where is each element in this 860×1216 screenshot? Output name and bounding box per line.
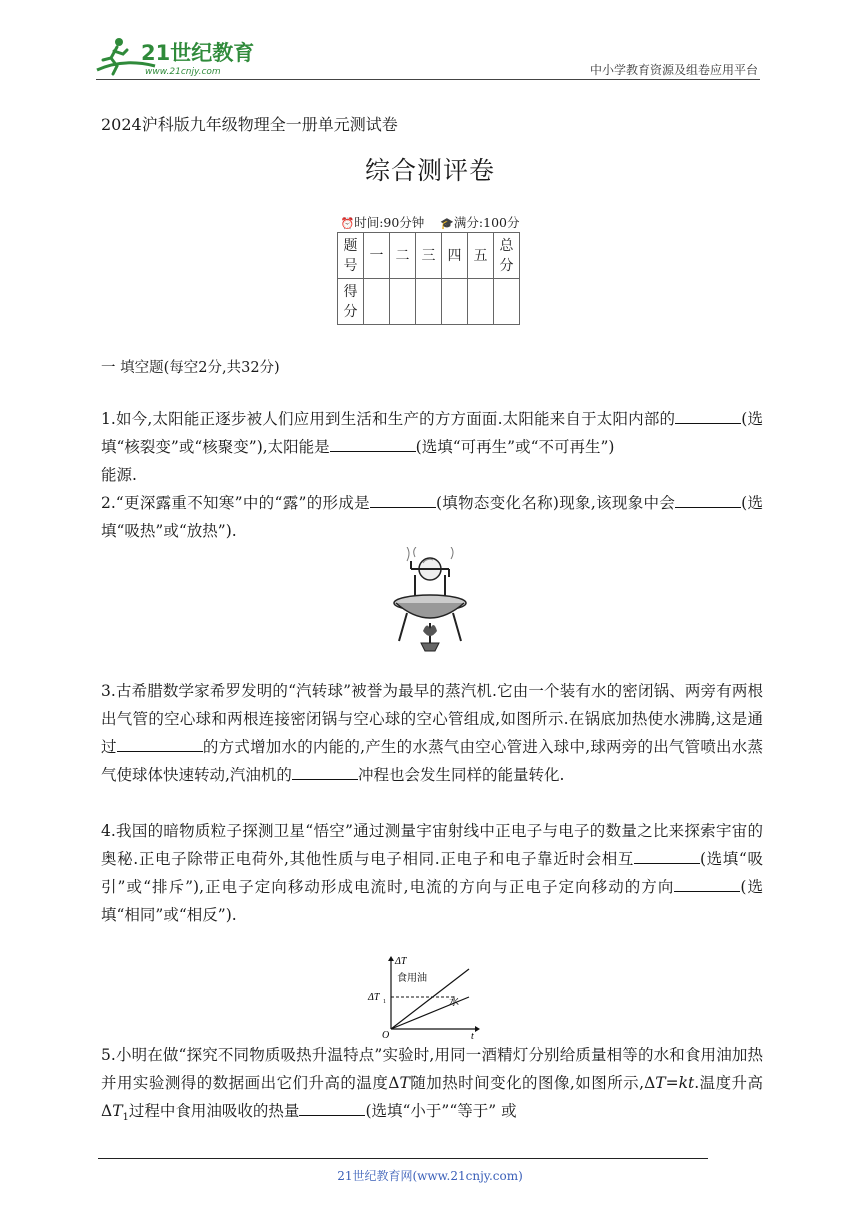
answer-blank[interactable] bbox=[675, 406, 741, 424]
answer-blank[interactable] bbox=[674, 874, 740, 892]
exam-meta bbox=[0, 213, 860, 231]
score-col-5: 五 bbox=[468, 233, 494, 279]
page-title: 综合测评卷 bbox=[364, 156, 495, 185]
score-col-3: 三 bbox=[416, 233, 442, 279]
q3-text-b: 的方式增加水的内能的,产生的水蒸气由空心管进入球中,球两旁的出气管喷出水蒸气使球体快速转动,汽油机的 bbox=[101, 738, 763, 784]
answer-blank[interactable] bbox=[370, 490, 436, 508]
q4-text-a: 4.我国的暗物质粒子探测卫星“悟空”通过测量宇宙射线中正电子与电子的数量之比来探索宇宙的奥秘.正电子除带正电荷外,其他性质与电子相同.正电子和电子靠近时会相互 bbox=[101, 822, 763, 868]
score-table-row-label: 得分 bbox=[338, 279, 364, 325]
full-score: 满分:100分 bbox=[453, 215, 520, 230]
brand-logo bbox=[93, 36, 263, 78]
x-axis-label: t bbox=[471, 1031, 474, 1039]
score-col-2: 二 bbox=[390, 233, 416, 279]
answer-blank[interactable] bbox=[117, 734, 203, 752]
q5-formula: T=kt bbox=[655, 1074, 695, 1092]
q1-text-a: 1.如今,太阳能正逐步被人们应用到生活和生产的方方面面.太阳能来自于太阳内部的 bbox=[101, 410, 676, 428]
q2-text-c: (选填“吸热”或“放热”). bbox=[101, 494, 763, 540]
score-cell-4[interactable] bbox=[442, 279, 468, 325]
level-sub: 1 bbox=[383, 999, 386, 1005]
header-divider bbox=[96, 79, 760, 80]
answer-blank[interactable] bbox=[299, 1098, 365, 1116]
score-cell-2[interactable] bbox=[390, 279, 416, 325]
q5-text-d: .温度升高Δ bbox=[101, 1074, 763, 1120]
answer-blank[interactable] bbox=[675, 490, 741, 508]
water-label: 水 bbox=[449, 997, 459, 1008]
question-1 bbox=[101, 405, 763, 489]
score-table-score-row bbox=[338, 279, 520, 325]
score-cell-3[interactable] bbox=[416, 279, 442, 325]
oil-label: 食用油 bbox=[397, 973, 427, 984]
graduation-cap-icon: 🎓 bbox=[440, 217, 454, 230]
q1-text-c: (选填“可再生”或“不可再生”) bbox=[415, 438, 615, 456]
q5-text-f: 过程中食用油吸收的热量 bbox=[128, 1102, 300, 1120]
score-cell-1[interactable] bbox=[364, 279, 390, 325]
score-table bbox=[337, 232, 520, 325]
time-limit: 时间:90分钟 bbox=[354, 215, 425, 230]
q1-text-b: (选填“核裂变”或“核聚变”),太阳能是 bbox=[101, 410, 763, 456]
q3-text-a: 3.古希腊数学家希罗发明的“汽转球”被誉为最早的蒸汽机.它由一个装有水的密闭锅、两旁有两根出气管的空心球和两根连接密闭锅与空心球的空心管组成,如图所示.在锅底加热使水沸腾,这是通过 bbox=[101, 682, 763, 756]
answer-blank[interactable] bbox=[634, 846, 700, 864]
q5-text-a: 5.小明在做“探究不同物质吸热升温特点”实验时,用同一酒精灯分别给质量相等的水和食用油加热并用实验测得的数据画出它们升高的温度Δ bbox=[101, 1046, 763, 1092]
q1-text-d: 能源. bbox=[101, 466, 137, 484]
q5-text-b: 随加热时间变化的图像,如图所示,Δ bbox=[409, 1074, 656, 1092]
logo-text: 21世纪教育 bbox=[141, 41, 255, 65]
answer-blank[interactable] bbox=[330, 434, 416, 452]
question-2 bbox=[101, 489, 763, 545]
answer-blank[interactable] bbox=[292, 762, 358, 780]
footer-divider bbox=[98, 1158, 708, 1159]
q4-text-b: (选填“吸引”或“排斥”),正电子定向移动形成电流时,电流的方向与正电子定向移动的方向 bbox=[101, 850, 763, 896]
score-cell-5[interactable] bbox=[468, 279, 494, 325]
q3-text-c: 冲程也会发生同样的能量转化. bbox=[357, 766, 565, 784]
section-heading: 一 填空题(每空2分,共32分) bbox=[101, 360, 280, 376]
origin-label: O bbox=[382, 1030, 390, 1039]
score-col-4: 四 bbox=[442, 233, 468, 279]
q4-text-c: (选填“相同”或“相反”). bbox=[101, 878, 763, 924]
score-table-header-label: 题号 bbox=[338, 233, 364, 279]
logo-url: www.21cnjy.com bbox=[145, 67, 221, 77]
platform-label: 中小学教育资源及组卷应用平台 bbox=[589, 63, 758, 77]
aeolipile-figure bbox=[393, 547, 467, 663]
score-col-total: 总分 bbox=[494, 233, 520, 279]
q5-text-g: (选填“小于”“等于” 或 bbox=[365, 1102, 517, 1120]
document-title: 2024沪科版九年级物理全一册单元测试卷 bbox=[101, 115, 398, 134]
question-3 bbox=[101, 677, 763, 789]
q5-var-t: T bbox=[399, 1074, 410, 1092]
score-col-1: 一 bbox=[364, 233, 390, 279]
q5-var-t1: T bbox=[112, 1102, 123, 1120]
q2-text-b: (填物态变化名称)现象,该现象中会 bbox=[435, 494, 676, 512]
temperature-graph bbox=[365, 953, 481, 1043]
clock-icon: ⏰ bbox=[340, 217, 355, 230]
question-4 bbox=[101, 817, 763, 929]
footer-link[interactable]: 21世纪教育网(www.21cnjy.com) bbox=[337, 1169, 523, 1183]
q5-sub: 1 bbox=[122, 1112, 129, 1124]
y-axis-label: ΔT bbox=[395, 956, 407, 967]
score-table-header-row bbox=[338, 233, 520, 279]
question-5 bbox=[101, 1041, 763, 1132]
level-label: ΔT bbox=[368, 992, 380, 1003]
score-cell-total[interactable] bbox=[494, 279, 520, 325]
q2-text-a: 2.“更深露重不知寒”中的“露”的形成是 bbox=[101, 494, 370, 512]
